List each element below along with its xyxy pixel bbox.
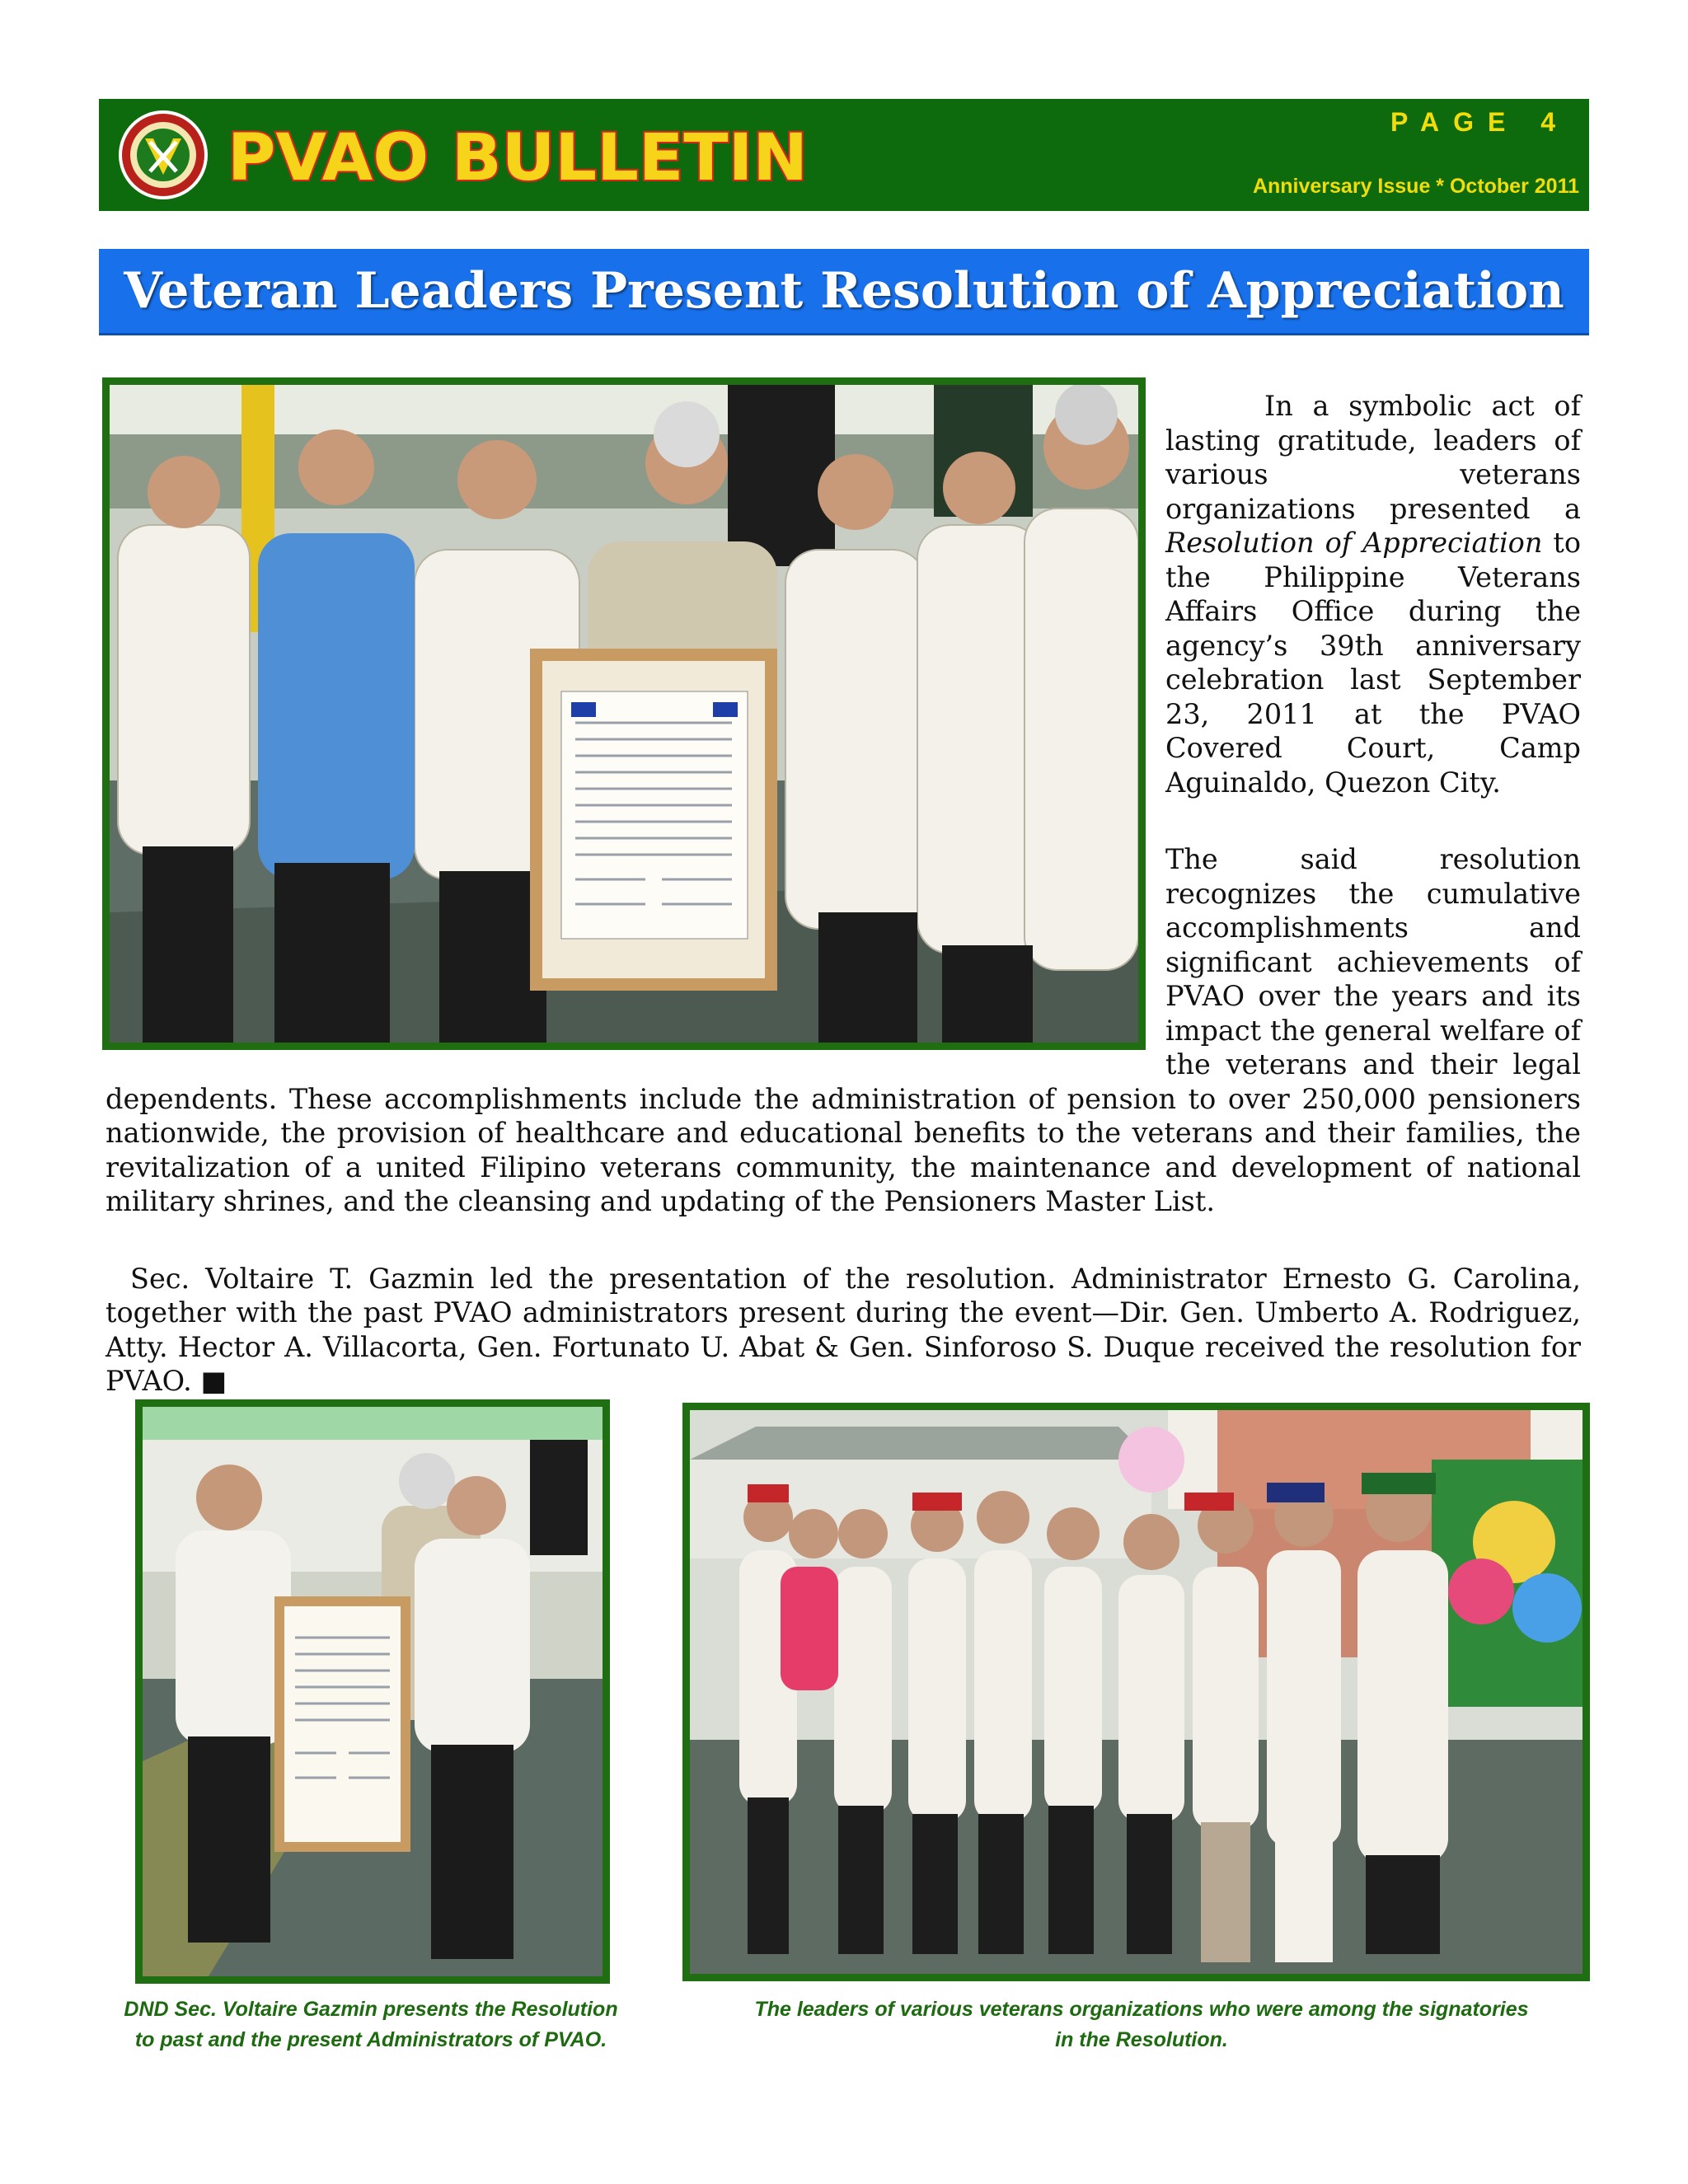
photo-gazmin-presents xyxy=(135,1399,610,1984)
bulletin-title-text: PVAO BULLETIN xyxy=(227,121,808,193)
article-body xyxy=(106,389,1581,1399)
caption-right xyxy=(709,1994,1574,2055)
headline: Veteran Leaders Present Resolution of Appreciation xyxy=(124,262,1564,320)
page-number-label: PAGE 4 xyxy=(1390,107,1569,137)
pvao-seal-logo xyxy=(117,109,209,201)
issue-label: Anniversary Issue * October 2011 xyxy=(1252,175,1579,198)
caption-left-line-1: DND Sec. Voltaire Gazmin presents the Resolution xyxy=(124,1998,618,2021)
p1-text-end: to the Philippine Veterans Affairs Office during the agency’s 39th anniversary celebration last September 23, 2011 at the PVAO Covered Court, Camp Aguinaldo, Quezon City. xyxy=(1165,527,1581,799)
photo-wrap-spacer xyxy=(106,389,1149,1058)
p1-text: In a symbolic act of lasting gratitude, leaders of various veterans organizations presented a xyxy=(1165,390,1581,525)
caption-left xyxy=(99,1994,643,2055)
caption-right-line-2: in the Resolution. xyxy=(1055,2028,1228,2051)
caption-right-line-1: The leaders of various veterans organizations who were among the signatories xyxy=(754,1998,1529,2021)
headline-bar xyxy=(99,249,1589,335)
header-bar xyxy=(99,99,1589,211)
photo-veteran-leaders xyxy=(682,1403,1590,1981)
caption-left-line-2: to past and the present Administrators of PVAO. xyxy=(134,2028,607,2051)
article-paragraph-3: Sec. Voltaire T. Gazmin led the presentation of the resolution. Administrator Ernesto G. Carolina, together with the past PVAO administrators present during the event—Dir. Gen. Umberto A. Rodriguez, Atty. Hector A. Villacorta, Gen. Fortunato U. Abat & Gen. Sinforoso S. Duque received the resolution for PVAO. ■ xyxy=(106,1262,1581,1397)
bulletin-title xyxy=(223,117,816,193)
p1-italic-title: Resolution of Appreciation xyxy=(1165,527,1543,559)
article-paragraph-2: The said resolution recognizes the cumulative accomplishments and significant achievements of PVAO over the years and its impact the general welfare of the veterans and their legal dependents. These accomplishments include the administration of pension to over 250,000 pensioners nationwide, the provision of healthcare and educational benefits to the veterans and their families, the revitalization of a united Filipino veterans community, the maintenance and development of national military shrines, and the cleansing and updating of the Pensioners Master List. xyxy=(106,843,1581,1217)
